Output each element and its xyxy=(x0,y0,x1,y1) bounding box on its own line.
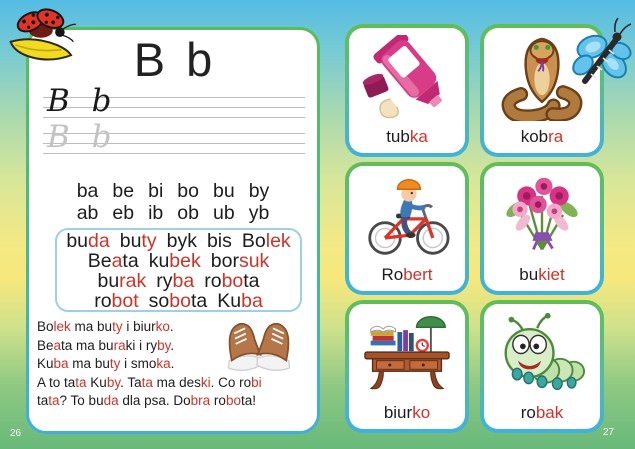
handwriting-row-2 xyxy=(43,119,305,155)
desk-with-books-illustration xyxy=(359,311,455,397)
caterpillar-illustration xyxy=(494,311,590,397)
syllable-line-2: ab eb ib ob ub yb xyxy=(76,202,270,224)
cursive-letters-faded: B b xyxy=(47,119,118,155)
card-label: kobra xyxy=(520,127,564,146)
card-label: tubka xyxy=(386,127,428,146)
word-box-line: robot sobota Kuba xyxy=(94,290,263,312)
card-label: robak xyxy=(520,403,564,422)
boots-illustration xyxy=(215,313,303,375)
boy-on-bicycle-illustration xyxy=(359,173,455,259)
cursive-letters-solid: B b xyxy=(47,83,118,119)
card-biurko xyxy=(345,300,469,433)
card-robak xyxy=(480,300,604,433)
card-tubka xyxy=(345,24,469,157)
page-number-right: 27 xyxy=(603,427,615,438)
page-title: B b xyxy=(133,33,213,86)
toothpaste-tube-illustration xyxy=(359,35,455,121)
bouquet-illustration xyxy=(494,173,590,259)
sentence: Beata ma buraki i ryby. xyxy=(37,337,175,353)
handwriting-row-1 xyxy=(43,83,305,119)
card-label: Robert xyxy=(381,265,433,284)
ladybug-icon xyxy=(4,2,84,64)
sentence: A to tata Kuby. Tata ma deski. Co robi xyxy=(37,374,262,390)
page-number-left: 26 xyxy=(10,428,22,439)
sentence: Kuba ma buty i smoka. xyxy=(37,356,175,371)
word-box xyxy=(55,228,302,312)
card-robert xyxy=(345,162,469,295)
syllable-line-1: ba be bi bo bu by xyxy=(76,180,270,202)
butterfly-icon xyxy=(571,13,633,97)
word-box-line: buda buty byk bis Bolek xyxy=(66,230,291,252)
left-page-panel xyxy=(26,27,320,434)
card-bukiet xyxy=(480,162,604,295)
card-label: biurko xyxy=(383,403,431,422)
word-box-line: burak ryba robota xyxy=(97,270,260,292)
word-box-line: Beata kubek borsuk xyxy=(87,250,270,272)
sentence: Bolek ma buty i biurko. xyxy=(37,319,174,334)
sentence: tata? To buda dla psa. Dobra robota! xyxy=(37,393,256,408)
card-label: bukiet xyxy=(519,265,565,284)
